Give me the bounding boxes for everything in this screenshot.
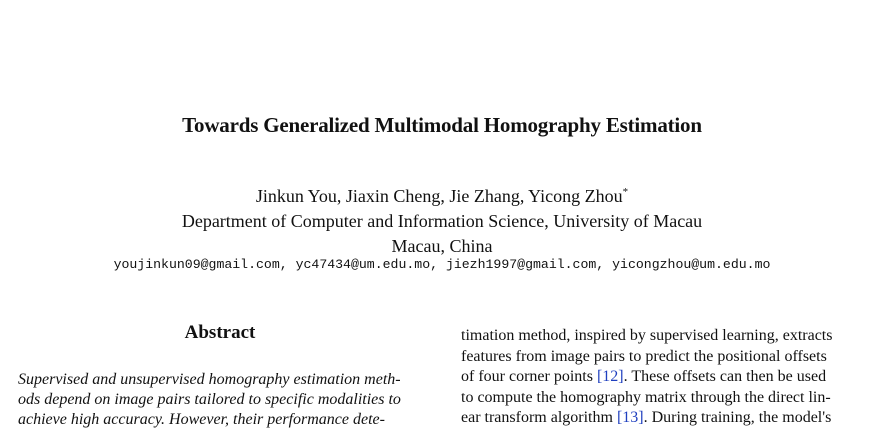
body-line: features from image pairs to predict the positional offsets	[461, 347, 827, 365]
citation-link[interactable]: [12]	[596, 368, 624, 385]
body-line	[461, 408, 867, 429]
abstract-body	[18, 370, 428, 430]
location: Macau, China	[391, 236, 493, 256]
body-line: to compute the homography matrix through the direct lin-	[461, 388, 831, 406]
abstract-line: achieve high accuracy. However, their performance dete-	[18, 411, 385, 428]
abstract-line: Supervised and unsupervised homography estimation meth-	[18, 371, 401, 388]
body-line	[461, 367, 867, 388]
abstract-heading: Abstract	[184, 322, 256, 343]
corresponding-author-mark: *	[622, 186, 629, 198]
author-list	[0, 180, 884, 209]
abstract-line: ods depend on image pairs tailored to specific modalities to	[18, 391, 401, 408]
paper-title: Towards Generalized Multimodal Homography Estimation	[182, 113, 702, 137]
body-text: . These offsets can then be used	[623, 368, 827, 385]
citation-link[interactable]: [13]	[616, 409, 644, 426]
author-block	[0, 180, 884, 259]
author-emails: youjinkun09@gmail.com, yc47434@um.edu.mo, jiezh1997@gmail.com, yicongzhou@um.edu.mo	[113, 257, 771, 272]
body-line: timation method, inspired by supervised learning, extracts	[461, 327, 833, 344]
body-text: . During training, the model's	[643, 409, 832, 426]
author-names: Jinkun You, Jiaxin Cheng, Jie Zhang, Yicong Zhou	[255, 186, 623, 206]
body-text: of four corner points	[461, 368, 597, 385]
intro-column	[461, 326, 867, 429]
body-text: ear transform algorithm	[461, 409, 617, 426]
affiliation: Department of Computer and Information Science, University of Macau	[181, 211, 703, 231]
